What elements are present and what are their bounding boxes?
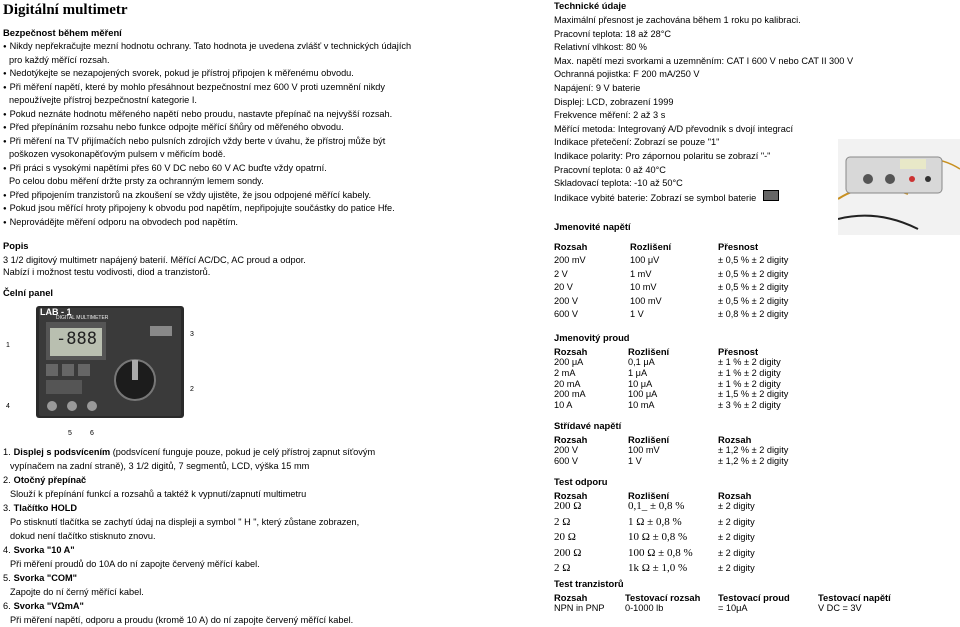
table-header-cell: Rozsah <box>718 434 752 445</box>
table-cell: V DC = 3V <box>818 603 862 613</box>
table-cell: ± 1 % ± 2 digity <box>718 367 781 378</box>
safety-line: ● Pokud jsou měřící hroty připojeny k obvodu pod napětím, nepřipojujte součástky do patice Hfe. <box>3 202 395 217</box>
panel-item-number: 4. <box>3 545 11 555</box>
safety-line: ● Při práci s vysokými napětími přes 60 V DC nebo 60 V AC buďte vždy opatrní. <box>3 162 327 177</box>
panel-item <box>3 502 77 515</box>
table-cell: 1 μA <box>628 367 648 378</box>
table-cell: 1 V <box>630 309 644 319</box>
table-cell: ± 2 digity <box>718 532 755 542</box>
panel-item-detail: Slouží k přepínání funkcí a rozsahů a taktéž k vypnutí/zapnutí multimetru <box>10 489 307 499</box>
popis-line: 3 1/2 digitový multimetr napájený baterií. Měřící AC/DC, AC proud a odpor. <box>3 255 306 265</box>
tech-line: Relativní vlhkost: 80 % <box>554 42 647 53</box>
page-title: Digitální multimetr <box>3 2 128 18</box>
tech-line: Frekvence měření: 2 až 3 s <box>554 110 666 121</box>
panel-item <box>3 572 77 585</box>
table-cell: 2 V <box>554 268 568 279</box>
table-cell: 1 mV <box>630 268 652 279</box>
panel-heading: Čelní panel <box>3 287 54 298</box>
table-cell: 100 Ω ± 0,8 % <box>628 546 693 559</box>
table-cell: 100 μA <box>628 389 658 400</box>
tech-line: Indikace přetečení: Zobrazí se pouze "1" <box>554 137 720 148</box>
table-heading: Test odporu <box>554 476 608 487</box>
callout-1: 1 <box>6 342 10 349</box>
table-cell: 2 mA <box>554 367 576 378</box>
table-cell: 200 mV <box>554 255 586 265</box>
table-cell: 20 mA <box>554 378 581 389</box>
table-cell: 200 Ω <box>554 546 582 559</box>
panel-item-title: Otočný přepínač <box>13 475 87 485</box>
panel-item-number: 1. <box>3 447 11 457</box>
tech-line: Skladovací teplota: -10 až 50°C <box>554 178 683 189</box>
table-cell: ± 0,8 % ± 2 digity <box>718 309 789 319</box>
tech-line: Indikace polarity: Pro zápornou polaritu se zobrazí "-" <box>554 151 771 161</box>
popis-heading: Popis <box>3 240 29 251</box>
table-cell: 100 mV <box>630 295 662 306</box>
safety-line: ● Neprovádějte měření odporu na obvodech pod napětím. <box>3 216 238 231</box>
table-cell: 10 mV <box>630 282 657 292</box>
panel-item-number: 6. <box>3 601 11 611</box>
table-cell: ± 1,2 % ± 2 digity <box>718 445 789 455</box>
panel-item-title: Svorka "COM" <box>13 573 78 583</box>
panel-item <box>3 544 75 557</box>
table-cell: 10 mA <box>628 400 655 411</box>
tech-line: Max. napětí mezi svorkami a uzemněním: CAT I 600 V nebo CAT II 300 V <box>554 55 854 66</box>
table-cell: ± 0,5 % ± 2 digity <box>718 282 789 292</box>
table-cell: 0,1_ ± 0,8 % <box>628 500 685 512</box>
panel-item-number: 2. <box>3 475 11 485</box>
panel-item <box>3 474 86 487</box>
front-panel-figure <box>10 302 185 420</box>
table-cell: ± 1,5 % ± 2 digity <box>718 389 789 400</box>
table-header-cell: Rozlišení <box>628 490 670 501</box>
table-header-cell: Rozsah <box>554 241 588 252</box>
safety-line: ● Před připojením tranzistorů na zkoušení se vždy ujistěte, že jsou odpojené měřící kabely. <box>3 189 371 204</box>
table-header-cell: Testovací proud <box>718 592 790 603</box>
table-heading: Test tranzistorů <box>554 578 624 589</box>
panel-item-title: Svorka "VΩmA" <box>13 601 84 611</box>
table-cell: ± 2 digity <box>718 547 755 558</box>
table-header-cell: Rozsah <box>554 490 588 501</box>
table-cell: ± 1 % ± 2 digity <box>718 357 781 367</box>
safety-line: ● Při měření napětí, které by mohlo přesáhnout bezpečnostní mez 600 V proti uzemnění nikdy <box>3 81 385 96</box>
table-heading: Jmenovité napětí <box>554 221 631 232</box>
tech-line: Indikace vybité baterie: Zobrazí se symbol baterie <box>554 193 757 203</box>
table-cell: 2 Ω <box>554 515 571 528</box>
table-cell: 2 Ω <box>554 562 571 574</box>
popis-line: Nabízí i možnost testu vodivosti, diod a tranzistorů. <box>3 267 211 277</box>
table-cell: ± 2 digity <box>718 516 755 527</box>
table-cell: = 10μA <box>718 603 748 613</box>
table-header-cell: Rozlišení <box>628 346 670 357</box>
power-supply-photo <box>838 139 960 235</box>
callout-4: 4 <box>6 403 10 410</box>
table-cell: 1 V <box>628 456 642 466</box>
table-cell: 0-1000 lb <box>625 603 664 613</box>
table-cell: 20 V <box>554 282 573 292</box>
table-heading: Střídavé napětí <box>554 420 622 431</box>
panel-item-desc: (podsvícení funguje pouze, pokud je celý přístroj zapnut síťovým <box>110 447 376 457</box>
table-cell: ± 1 % ± 2 digity <box>718 378 781 389</box>
battery-icon <box>763 190 779 201</box>
meter-brand: LAB - 1 <box>40 307 72 317</box>
panel-item-title: Displej s podsvícením <box>13 447 111 457</box>
callout-5: 5 <box>68 430 72 437</box>
device-photo <box>838 139 960 235</box>
table-cell: ± 0,5 % ± 2 digity <box>718 255 789 265</box>
tech-line: Displej: LCD, zobrazení 1999 <box>554 96 674 107</box>
table-cell: 200 V <box>554 445 579 455</box>
table-cell: 200 V <box>554 295 579 306</box>
panel-item-detail: Při měření proudů do 10A do ní zapojte červený měřící kabel. <box>10 559 260 569</box>
table-cell: 200 Ω <box>554 500 582 512</box>
safety-heading: Bezpečnost během měření <box>3 27 122 38</box>
table-header-cell: Rozlišení <box>630 241 672 252</box>
table-heading: Jmenovitý proud <box>554 332 630 343</box>
panel-item-detail: Zapojte do ní černý měřící kabel. <box>10 587 144 597</box>
tech-line: Měřící metoda: Integrovaný A/D převodník s dvojí integrací <box>554 123 793 134</box>
tech-heading: Technické údaje <box>554 0 627 11</box>
table-cell: 200 μA <box>554 357 584 367</box>
table-cell: 10 μA <box>628 378 653 389</box>
safety-line: pro každý měřící rozsah. <box>9 54 110 65</box>
table-cell: 600 V <box>554 309 579 319</box>
panel-item-detail: Při měření napětí, odporu a proudu (kromě 10 A) do ní zapojte červený měřící kabel. <box>10 615 354 625</box>
panel-item <box>3 446 375 459</box>
tech-line: Pracovní teplota: 0 až 40°C <box>554 164 666 175</box>
panel-item <box>3 600 84 613</box>
panel-item-detail: vypínačem na zadní straně), 3 1/2 digitů, 7 segmentů, LCD, výška 15 mm <box>10 461 310 471</box>
safety-line: nepoužívejte přístroj bezpečnostní kategorie I. <box>9 95 197 105</box>
table-cell: ± 3 % ± 2 digity <box>718 400 781 411</box>
safety-line: ● Před přepínáním rozsahu nebo funkce odpojte měřící šňůry od měřeného obvodu. <box>3 121 344 136</box>
table-cell: NPN in PNP <box>554 603 605 613</box>
table-header-cell: Rozlišení <box>628 434 670 445</box>
safety-line: ● Pokud neznáte hodnotu měřeného napětí nebo proudu, nastavte přepínač na nejvyšší rozsah. <box>3 108 392 123</box>
table-header-cell: Přesnost <box>718 346 759 357</box>
table-header-cell: Rozsah <box>554 434 588 445</box>
safety-line: ● Při měření na TV přijímačích nebo pulsních zdrojích vždy berte v úvahu, že přístroj může být <box>3 135 385 150</box>
panel-item-detail: Po stisknutí tlačítka se zachytí údaj na displeji a symbol " H ", který zůstane zobrazen, <box>10 517 360 527</box>
table-header-cell: Přesnost <box>718 241 759 252</box>
table-header-cell: Rozsah <box>718 490 752 501</box>
panel-item-title: Svorka "10 A" <box>13 545 75 555</box>
tech-line: Pracovní teplota: 18 až 28°C <box>554 28 672 39</box>
table-cell: 0,1 μA <box>628 357 655 367</box>
tech-line: Maximální přesnost je zachována během 1 roku po kalibraci. <box>554 15 801 25</box>
panel-item-title: Tlačítko HOLD <box>13 503 77 513</box>
table-cell: ± 0,5 % ± 2 digity <box>718 268 789 279</box>
table-cell: ± 2 digity <box>718 501 755 511</box>
table-cell: 200 mA <box>554 389 586 400</box>
table-header-cell: Rozsah <box>554 592 588 603</box>
table-header-cell: Testovací rozsah <box>625 592 701 603</box>
table-header-cell: Rozsah <box>554 346 588 357</box>
safety-line: ● Nikdy nepřekračujte mezní hodnotu ochrany. Tato hodnota je uvedena zvlášť v technických údajích <box>3 40 411 55</box>
table-cell: 1 Ω ± 0,8 % <box>628 515 682 528</box>
panel-item-detail: dokud není tlačítko stisknuto znovu. <box>10 531 156 541</box>
panel-item-number: 3. <box>3 503 11 513</box>
table-cell: ± 2 digity <box>718 563 755 573</box>
meter-model-label: DIGITAL MULTIMETER <box>56 315 109 321</box>
callout-3: 3 <box>190 331 194 338</box>
table-header-cell: Testovací napětí <box>818 592 891 603</box>
table-cell: 20 Ω <box>554 531 576 543</box>
meter-display-value: -888 <box>56 329 97 349</box>
table-cell: 10 A <box>554 400 573 411</box>
table-cell: 600 V <box>554 456 579 466</box>
tech-line: Napájení: 9 V baterie <box>554 83 641 93</box>
table-cell: 10 Ω ± 0,8 % <box>628 531 688 543</box>
safety-line: Po celou dobu měření držte prsty za ochranným lemem sondy. <box>9 176 264 186</box>
table-cell: 100 μV <box>630 255 660 265</box>
safety-line: poškozen vysokonapěťovým pulsem v měřicím bodě. <box>9 149 226 159</box>
safety-line: ● Nedotýkejte se nezapojených svorek, pokud je přístroj připojen k měřenému obvodu. <box>3 67 354 82</box>
table-cell: 1k Ω ± 1,0 % <box>628 562 688 574</box>
tech-line: Ochranná pojistka: F 200 mA/250 V <box>554 69 700 80</box>
panel-item-number: 5. <box>3 573 11 583</box>
table-cell: ± 1,2 % ± 2 digity <box>718 456 789 466</box>
callout-2: 2 <box>190 386 194 393</box>
table-cell: 100 mV <box>628 445 660 455</box>
table-cell: ± 0,5 % ± 2 digity <box>718 295 789 306</box>
callout-6: 6 <box>90 430 94 437</box>
